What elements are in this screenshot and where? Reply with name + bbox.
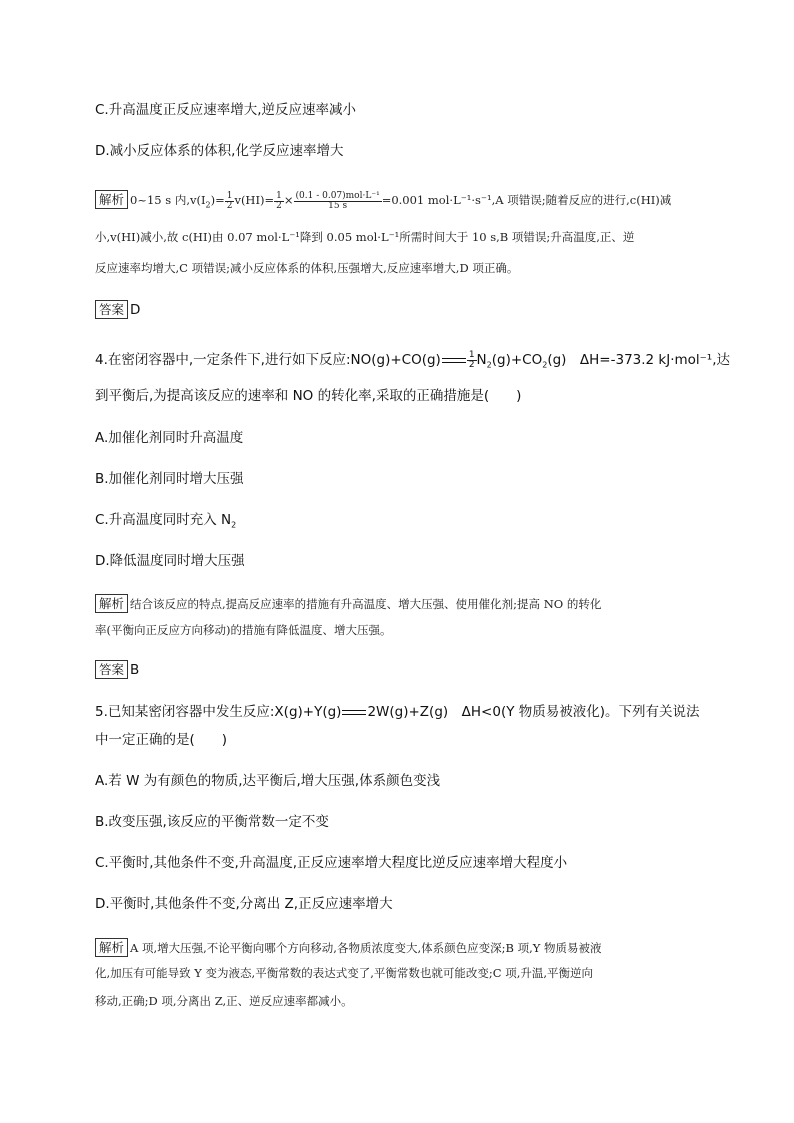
q3-option-d: D.减小反应体系的体积,化学反应速率增大 xyxy=(95,143,344,159)
q5-analysis-line-1: 解析 A 项,增大压强,不论平衡向哪个方向移动,各物质浓度变大,体系颜色应变深;B 项,Y 物质易被液 xyxy=(95,938,601,957)
q3-answer xyxy=(95,300,140,320)
q4-analysis-line-1: 解析 结合该反应的特点,提高反应速率的措施有升高温度、增大压强、使用催化剂;提高 NO 的转化 xyxy=(95,594,601,613)
q4-answer-value: B xyxy=(130,662,140,678)
q4-option-c: C.升高温度同时充入 $N_2$ xyxy=(95,512,237,530)
q5-option-d: D.平衡时,其他条件不变,分离出 Z,正反应速率增大 xyxy=(95,896,393,912)
q3-analysis-line-3: 反应速率均增大,C 项错误;减小反应体系的体积,压强增大,反应速率增大,D 项正确。 xyxy=(95,261,519,275)
q5-option-c: C.平衡时,其他条件不变,升高温度,正反应速率增大程度比逆反应速率增大程度小 xyxy=(95,855,568,871)
fraction: $\frac{\text{(0.1 - 0.07)mol·L⁻¹}}{15 s}$ xyxy=(295,190,380,211)
q4-option-b: B.加催化剂同时增大压强 xyxy=(95,471,244,487)
q3-analysis-line-1: 解析 0~15 s 内$,v(I_2)=$ $\frac{1}{2}$ v(HI)= $\frac{1}{2}$ × $\frac{\text{(0.1 - 0.07)mol·L⁻¹}}{15 s}$ =0.001 mol·L⁻¹·s⁻¹,A 项错误;随着反应的进行,c(HI)减 xyxy=(95,190,671,213)
q4-option-a: A.加催化剂同时升高温度 xyxy=(95,430,244,446)
q4-answer-label: 答案 xyxy=(95,660,128,679)
q3-analysis-line-2: 小,v(HI)减小,故 c(HI)由 0.07 mol·L⁻¹降到 0.05 mol·L⁻¹所需时间大于 10 s,B 项错误;升高温度,正、逆 xyxy=(95,230,635,244)
equilibrium-arrow-icon xyxy=(342,708,366,716)
q5-stem-line-2: 中一定正确的是( ) xyxy=(95,732,228,748)
q5-option-b: B.改变压强,该反应的平衡常数一定不变 xyxy=(95,814,329,830)
q4-stem-line-2: 到平衡后,为提高该反应的速率和 NO 的转化率,采取的正确措施是( ) xyxy=(95,388,522,404)
q3-option-c: C.升高温度正反应速率增大,逆反应速率减小 xyxy=(95,102,357,118)
q4-answer xyxy=(95,660,139,680)
q5-analysis-line-3: 移动,正确;D 项,分离出 Z,正、逆反应速率都减小。 xyxy=(95,994,353,1008)
fraction: $\frac{1}{2}$ xyxy=(226,190,233,211)
q5-analysis-label: 解析 xyxy=(95,938,128,957)
q3-analysis-label: 解析 xyxy=(95,190,128,209)
q3-answer-value: D xyxy=(130,302,141,318)
q4-option-d: D.降低温度同时增大压强 xyxy=(95,553,245,569)
q5-stem-line-1: 5.已知某密闭容器中发生反应:X(g)+Y(g) 2W(g)+Z(g) ΔH<0(Y 物质易被液化)。下列有关说法 xyxy=(95,704,700,720)
equilibrium-arrow-icon xyxy=(442,356,466,364)
q5-option-a: A.若 W 为有颜色的物质,达平衡后,增大压强,体系颜色变浅 xyxy=(95,773,441,789)
q4-analysis-line-2: 率(平衡向正反应方向移动)的措施有降低温度、增大压强。 xyxy=(95,623,392,637)
q4-stem-line-1: 4.在密闭容器中,一定条件下,进行如下反应:NO(g)+CO(g) $\frac{1}{2}$ $N_2(g)+CO_2(g)$ ΔH=-373.2 kJ·mol⁻¹,达 xyxy=(95,349,731,370)
fraction: $\frac{1}{2}$ xyxy=(276,190,282,211)
q5-analysis-line-2: 化,加压有可能导致 Y 变为液态,平衡常数的表达式变了,平衡常数也就可能改变;C 项,升温,平衡逆向 xyxy=(95,966,594,980)
q3-answer-label: 答案 xyxy=(95,300,128,319)
q4-analysis-label: 解析 xyxy=(95,594,128,613)
fraction: $\frac{1}{2}$ xyxy=(468,349,475,370)
